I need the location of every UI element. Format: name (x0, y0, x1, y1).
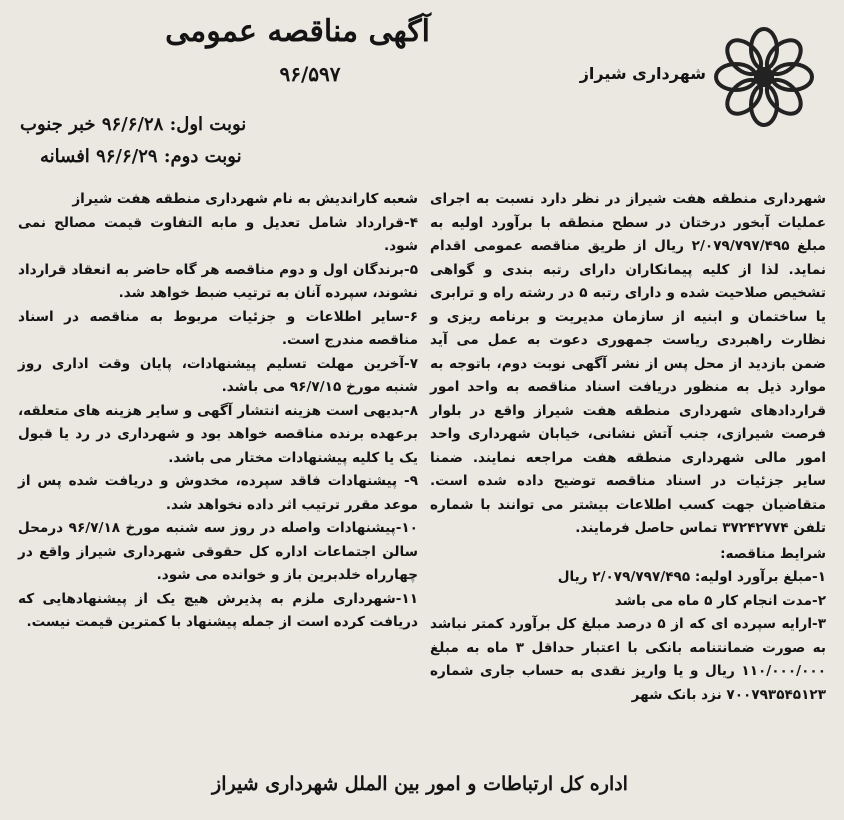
condition-item-4: ۴-قرارداد شامل تعدیل و مابه التفاوت قیمت مصالح نمی شود. (18, 214, 418, 254)
notice-title: آگهی مناقصه عمومی (165, 14, 430, 49)
condition-item-1: ۱-مبلغ برآورد اولیه: ۲/۰۷۹/۷۹۷/۴۹۵ ریال (557, 569, 826, 585)
condition-item-2: ۲-مدت انجام کار ۵ ماه می باشد (614, 592, 826, 609)
condition-item-8: ۸-بدیهی است هزینه انتشار آگهی و سایر هزینه های متعلقه، برعهده برنده مناقصه خواهد بود و شهرداری در رد یا قبول یک یا کلیه پیشنهادات مختار می باشد. (18, 402, 418, 466)
intro-paragraph: شهرداری منطقه هفت شیراز در نظر دارد نسبت به اجرای عملیات آبخور درختان در سطح منطقه با برآورد اولیه به مبلغ ۲/۰۷۹/۷۹۷/۴۹۵ ریال از طریق مناقصه عمومی اقدام نماید. لذا از کلیه پیمانکاران دارای رتبه بندی و گواهی تشخیص صلاحیت شده و دارای رتبه ۵ در رشته راه و ترابری یا ساختمان و ابنیه از سازمان مدیریت و برنامه ریزی و نظارت راهبردی ریاست جمهوری دعوت به عمل می آید ضمن بازدید از محل پس از نشر آگهی نوبت دوم، باتوجه به موارد ذیل به منظور دریافت اسناد مناقصه به واحد امور قراردادهای شهرداری منطقه هفت شیراز واقع در بلوار فرصت شیرازی، جنب آتش نشانی، خیابان شهرداری واحد امور مالی شهرداری منطقه هفت مراجعه نمایند. ضمنا سایر جزئیات در اسناد مناقصه توضیح داده شده است. متقاضیان جهت کسب اطلاعات بیشتر می توانند با شماره تلفن ۳۷۲۴۲۷۷۴ تماس حاصل فرمایند. (430, 191, 826, 536)
condition-item-11: ۱۱-شهرداری ملزم به پذیرش هیچ یک از پیشنهادهایی که دریافت کرده است از جمله پیشنهاد با کمترین قیمت نیست. (18, 590, 418, 630)
condition-item-3-continued: شعبه کاراندیش به نام شهرداری منطقه هفت شیراز (72, 191, 418, 207)
publication-round-2: نوبت دوم: ۹۶/۶/۲۹ افسانه (40, 146, 242, 167)
condition-item-9: ۹- پیشنهادات فاقد سپرده، مخدوش و دریافت شده پس از موعد مقرر ترتیب اثر داده نخواهد شد. (18, 473, 418, 513)
left-column (18, 188, 418, 635)
flower-emblem-icon (704, 22, 824, 132)
condition-item-7: ۷-آخرین مهلت تسلیم پیشنهادات، پایان وقت اداری روز شنبه مورخ ۹۶/۷/۱۵ می باشد. (18, 355, 418, 395)
condition-item-10: ۱۰-پیشنهادات واصله در روز سه شنبه مورخ ۹۶/۷/۱۸ درمحل سالن اجتماعات اداره کل حقوقی شهرداری شیراز واقع در چهارراه خلدبرین باز و خوانده می شود. (18, 520, 418, 583)
condition-item-6: ۶-سایر اطلاعات و جزئیات مربوط به مناقصه در اسناد مناقصه مندرج است. (18, 308, 418, 348)
issuer-footer: اداره کل ارتباطات و امور بین الملل شهرداری شیراز (212, 773, 628, 795)
condition-item-3: ۳-ارایه سپرده ای که از ۵ درصد مبلغ کل برآورد کمتر نباشد به صورت ضمانتنامه بانکی با اعتبار حداقل ۳ ماه به مبلغ ۱۱۰/۰۰۰/۰۰۰ ریال و یا واریز نقدی به حساب جاری شماره ۷۰۰۷۹۳۵۴۵۱۲۳ نزد بانک شهر (430, 616, 826, 703)
notice-number: ۹۶/۵۹۷ (279, 62, 341, 86)
publication-round-1: نوبت اول: ۹۶/۶/۲۸ خبر جنوب (20, 114, 247, 135)
organization-name: شهرداری شیراز (579, 64, 706, 83)
right-column (430, 188, 826, 707)
conditions-heading: شرایط مناقصه: (720, 545, 826, 562)
condition-item-5: ۵-برندگان اول و دوم مناقصه هر گاه حاضر به انعقاد قرارداد نشوند، سپرده آنان به ترتیب ضبط خواهد شد. (18, 261, 418, 301)
